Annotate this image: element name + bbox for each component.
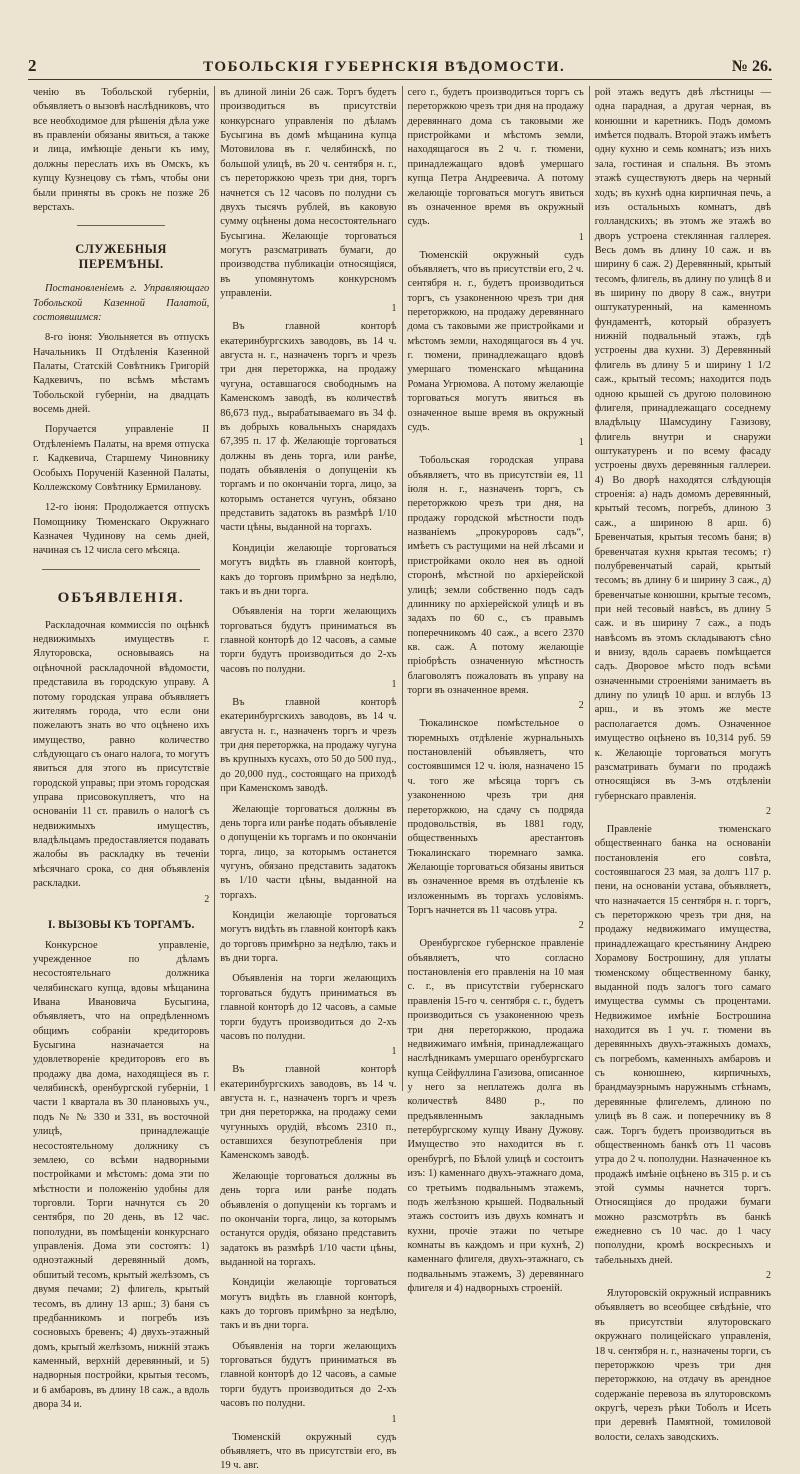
col1-paragraph: 8-го іюня: Увольняется въ отпускъ Начальникъ II Отдѣленія Казенной Палаты, Статскій Совѣтникъ Григорій Кадкевичъ, по всѣмъ мѣстамъ Тобольской губерніи, на двадцать восемь дней.: [33, 332, 210, 416]
col2-paragraph: Объявленія на торги желающихъ торговаться будутъ приниматься въ главной конторѣ до 12 часовъ, а самые торги будутъ производиться до 2-хъ часовъ по полудни.: [220, 606, 397, 675]
col3-paragraph: сего г., будетъ производиться торгъ съ переторжкою чрезъ три дня на продажу деревяннаго дома съ таковыми же пристройками и мѣстомъ земли, находящагося въ 2 ч. г. тюмени, принадлежащаго вдовѣ умершаго купца Петра Андреевича. А потому желающіе торговаться могутъ явиться въ означенное время въ окружный судъ.: [407, 87, 584, 228]
col1-paragraph: Конкурсное управленіе, учрежденное по дѣламъ несостоятельнаго должника челябинскаго купца, вдовы мѣщанина Ивана Ивановича Бусыгина, объявляетъ, что на опредѣленномъ общимъ собраніи кредиторовъ Бусыгина назначается на удовлетвореніе кредиторовъ его въ продажу два дома, находящіеся въ г. челябинскѣ, оренбургской губерніи, 1 части 1 квартала въ 30 плановыхъ уч., подъ № № 330 и 331, въ восточной улицѣ, принадлежащіе несостоятельному должнику съ землею, со всѣми надворными постройками и мѣстомъ: дома эти по мѣстности и положенію удобны для торговли. Торги начнутся съ 20 сентября, по 20 день, въ 12 час. пополудни, въ помѣщеніи конкурснаго управленія. Дома эти состоятъ: 1) одноэтажный деревянный домъ, обшитый тесомъ, крытый желѣзомъ, съ двумя печами; 2) флигель, крытый тесомъ, въ длину 13 арш.; 3) баня съ предбанникомъ и погребъ изъ сосновыхъ бревенъ; 4) двухъ-этажный домъ, крытый желѣзомъ, нижній этажъ каменный, верхній деревянный, и 5) надворныя постройки, крытыя тесомъ, и 6 амбаровъ, въ длину 18 саж., а вдоль двора 34 и.: [33, 939, 210, 1411]
col2-paragraph: Желающіе торговаться должны въ день торга или ранѣе подать объявленія о допущеніи къ торгамъ и по окончаніи торга, лицо, за которымъ останутся орудія, обязано представить задатокъ въ размѣрѣ 1/10 части цѣны, выданной на торгахъ.: [220, 1170, 397, 1268]
notice-number: 1: [391, 303, 397, 315]
col2-paragraph: Кондиціи желающіе торговаться могутъ видѣть въ главной конторѣ, какъ до торговъ примѣрно за недѣлю, такъ и въ дни торга.: [220, 542, 397, 597]
column-2: [214, 86, 401, 1472]
notice-number: 1: [391, 679, 397, 691]
col3-paragraph: Оренбургское губернское правленіе объявляетъ, что согласно постановленія его правленія на 10 мая с. г., въ присутствіи губернскаго правленія 15-го ч. сентября с. г., будетъ производиться съ узаконенною чрезъ три дня переторжкою, продажа недвижимаго имѣнія, принадлежащаго наслѣдникамъ умершаго оренбургскаго купца Сейфуллина Газизова, описанное у него за неплатежъ долга въ количествѣ 8480 р., по предъявленнымъ закладнымъ петербургскому купцу Ивану Дужову. Имущество это находится въ г. оренбургѣ, по Бѣлой улицѣ и состоитъ изъ: 1) каменнаго двухъ-этажнаго дома, со третьимъ подвальнымъ этажемъ, подъ желѣзною крышей. Подвальный этажъ состоитъ изъ двухъ комнатъ и кухни, прочіе этажи по четыре комнаты въ каждомъ и при кухнѣ, 2) каменнаго флигеля, двухъ-этажнаго, съ подвальнымъ этажемъ, 3) деревяннаго флигеля и 4) надворныхъ строеній.: [407, 938, 584, 1295]
page-header: [28, 54, 772, 80]
col3-paragraph: Тюменскій окружный судъ объявляетъ, что въ присутствіи его, 2 ч. сентября н. г., будетъ производиться торгъ, съ узаконенною чрезъ три дня переторжкою, на продажу деревяннаго дома съ таковыми же пристройками и мѣстомъ земли, находящагося въ 4 уч. г. тюмени, принадлежащаго вдовѣ умершаго тюменскаго мѣщанина Романа Угрюмова. А потому желающіе торговаться могутъ явиться въ означенное выше время въ окружный судъ.: [407, 249, 584, 433]
issue-number: № 26.: [731, 58, 772, 75]
col2-paragraph: Желающіе торговаться должны въ день торга или ранѣе подать объявленіе о допущеніи къ торгамъ и по окончаніи торга, лицо, за которымъ останется чугунъ, обязано представить задатокъ въ 1/10 части цѣны, выданной на торгахъ.: [220, 803, 397, 901]
col1-paragraph: Постановленіемъ г. Управляющаго Тобольской Казенной Палатой, состоявшимся:: [33, 283, 210, 323]
notice-number: 2: [766, 805, 771, 817]
col4-paragraph: Ялуторовскій окружный исправникъ объявляетъ во всеобщее свѣдѣніе, что въ присутствіи ялуторовскаго окружнаго полицейскаго управленія, 18 ч. сентября н. г., назначены торги, съ переторжкою чрезъ три дня переторжкою, на отдачу въ арендное содержаніе перевоза въ ялуторовскомъ округѣ, черезъ рѣки Тоболъ и Исеть при деревнѣ Памятной, томиловой волости, селахъ заводскихъ.: [594, 1288, 771, 1443]
notice-number: 2: [578, 920, 584, 932]
section-title-auctions: I. ВЫЗОВЫ КЪ ТОРГАМЪ.: [47, 918, 195, 931]
section-title-announcements: ОБЪЯВЛЕНІЯ.: [57, 589, 185, 606]
section-title-service-changes: СЛУЖЕБНЫЯ ПЕРЕМѢНЫ.: [75, 242, 167, 272]
col2-paragraph: Тюменскій окружный судъ объявляетъ, что въ присутствіи его, въ 19 ч. авг.: [220, 1431, 397, 1472]
columns: [28, 86, 776, 1472]
page-number: 2: [28, 56, 37, 75]
col1-paragraph: Поручается управленіе II Отдѣленіемъ Палаты, на время отпуска г. Кадкевича, Старшему Чиновнику Особыхъ Порученій Казенной Палаты, Коллежскому Совѣтнику Ермиланову.: [33, 424, 210, 493]
col4-paragraph: рой этажъ ведутъ двѣ лѣстницы — одна парадная, а другая черная, въ конюшни и каретникъ. Подъ домомъ имѣется подвалъ. Второй этажъ имѣетъ одну кухню и семь комнатъ; изъ нихъ зала, гостиная и спальня. Въ этомъ этажѣ существуютъ дверь на черный ходъ; въ кухнѣ одна кирпичная печь, а изъ остальныхъ комнатъ, двѣ голландскихъ; въ этомъ же этажѣ во дворъ устроена стеклянная галлерея. Весь домъ въ длину 10 саж. и въ ширину 6 саж. 2) Деревянный, крытый тесомъ, флигель, въ длину по улицѣ 8 и въ ширину по двору 8 саж., внутри оштукатуренный, на каменномъ фундаментѣ, который образуетъ нижній подвальный этажъ, гдѣ устроены два кухни. 3) Деревянный флигель въ длину 5 и ширину 1 1/2 саж., крытый тесомъ; находится подъ одною крышей съ другою половиною флигеля, принадлежащаго соседнему владѣльцу Шамсудину Газизову, флигель внутри и снаружи оштукатуренъ и по всему фасаду устроены двухъ деревянныя галлереи. 4) Во дворѣ находятся слѣдующія строенія: а) надъ домомъ деревянный, крытый тесомъ, погребъ, длиною 3 саж., а шириною 8 арш. б) Бревенчатыя, крытыя тесомъ баня; в) бревенчатая кухня крытая тесомъ; г) полубревенчатый сарай, крытый тесомъ; въ длину 6 и ширину 3 саж., д) бревенчатые конюшни, крытые тесомъ, при ней тесовый навѣсъ, въ длину 5 саж. и въ ширину 7 саж., а подъ навѣсомъ въ этомъ складываютъ сѣно и внизу, вдоль сараевъ помѣщается садъ. Дворовое мѣсто подъ всѣми означенными строеніями занимаетъ въ длину по улицѣ 10 арш. и вглубь 13 арш., и въ этомъ же месте располагается домъ. Означенное имущество оцѣнено въ 10,314 руб. 59 к. Желающіе торговаться могутъ разсматривать бумаги по продажѣ относящіяся въ 3-мъ отдѣленіи губернскаго правленія.: [594, 87, 771, 802]
notice-number: 2: [578, 700, 584, 712]
notice-number: 1: [578, 437, 584, 449]
col2-paragraph: въ длиной линіи 26 саж. Торгъ будетъ производиться въ присутствіи конкурснаго управленія по дѣламъ Бусыгина въ домѣ мѣщанина купца Мотовилова въ г. челябинскѣ, по большой улицѣ, въ 20 ч. сентября н. г., съ переторжкою чрезъ три дня, торгъ начнется съ 12 часовъ по полудни съ двухъ тысячъ рублей, въ каковую сумму оцѣнены дома несостоятельнаго Бусыгина. Желающіе торговаться могутъ разсматривать бумаги, до производства публикаціи относящіяся, въ упомянутомъ конкурсномъ управленіи.: [220, 87, 397, 300]
column-1: [28, 86, 214, 1411]
col2-paragraph: Объявленія на торги желающихъ торговаться будутъ приниматься въ главной конторѣ до 12 часовъ, а самые торги будутъ производиться до 2-хъ часовъ по полудни.: [220, 973, 397, 1042]
newspaper-title: ТОБОЛЬСКІЯ ГУБЕРНСКІЯ ВѢДОМОСТИ.: [203, 59, 566, 75]
notice-number: 1: [391, 1046, 397, 1058]
column-4: [589, 86, 776, 1443]
column-3: [402, 86, 589, 1295]
col2-paragraph: Въ главной конторѣ екатеринбургскихъ заводовъ, въ 14 ч. августа н. г., назначенъ торгъ и чрезъ три дня переторжка, на продажу чугуна, оставшагося свободнымъ на Каменскомъ заводѣ, въ количествѣ 86,673 пуд., вырабатываемаго въ 34 ф. въ добрыхъ ковальныхъ снарядахъ 67,395 п. 17 ф. Желающіе торговаться должны въ день торга, или ранѣе, подать объявленія о допущеніи къ торгамъ и по окончаніи торга, лицо, за которымъ останется чугунъ, обязано представить задатокъ въ размѣрѣ 1/10 части цѣны, выданной на торгахъ.: [220, 321, 397, 534]
col2-paragraph: Въ главной конторѣ екатеринбургскихъ заводовъ, въ 14 ч. августа н. г., назначенъ торгъ и чрезъ три дня переторжка, на продажу семи чугунныхъ орудій, вѣсомъ 2310 п., оставшихся безупотребленія при Каменскомъ заводѣ.: [220, 1064, 397, 1162]
col2-paragraph: Кондиціи желающіе торговаться могутъ видѣть въ главной конторѣ какъ до торговъ примѣрно за недѣлю, такъ и въ дни торга.: [220, 910, 397, 965]
col4-paragraph: Правленіе тюменскаго общественнаго банка на основаніи постановленія его совѣта, состоявшагося 23 мая, за долгъ 117 р. пени, на основаніи устава, объявляетъ, что назначается 15 сентября н. г. торгъ, съ переторжкою чрезъ три дня, на продажу недвижимаго имущества, принадлежащаго крестьянину Андрею Хорамову Бострошину, для уплаты тюменскому общественному банку, выданной подъ залогъ того самаго имущества суммы съ процентами. Недвижимое имѣніе Бострошина находится въ 1 уч. г. тюмени въ деревянныхъ двухъ-этажныхъ домахъ, съ погребомъ, каменныхъ амбаровъ и съ конюшнею, кирпичныхъ, брандмауэрнымъ наружнымъ стѣнамъ, деревянные флигелемъ, длиною по улицѣ въ 8 саж. и поперечнику въ 8 саж. Торгъ будетъ производиться въ общественномъ банкѣ отъ 11 часовъ утра до 2 ч. пополудни. Назначенное къ продажѣ имѣніе оцѣнено въ 315 р. и съ этой суммы начнется торгъ. Относящіяся до продажи бумаги можно разсмотрѣть въ банкѣ ежедневно съ 10 час. до 1 часу пополудни, кромѣ воскресныхъ и табельныхъ дней.: [594, 823, 771, 1266]
notice-number: 1: [578, 231, 584, 243]
col2-paragraph: Въ главной конторѣ екатеринбургскихъ заводовъ, въ 14 ч. августа н. г., назначенъ торгъ и чрезъ три дня переторжка, на продажу чугуна въ крупныхъ кусахъ, ото 50 до 500 пуд., до 20,000 пуд., состоящаго на приходѣ при Каменскомъ заводѣ.: [220, 697, 397, 795]
col3-paragraph: Тобольская городская управа объявляетъ, что въ присутствіи ея, 11 іюля н. г., назначенъ торгъ, съ переторжкою чрезъ три дня, на продажу городской мѣстности подъ названіемъ „прокуроровъ садъ“, имѣетъ съ растущими на ней лѣсами и пристройками около нея въ одной сторонѣ, мѣстной по архіерейской улицѣ; земли собственно подъ садъ длиннику по архіерейской улицѣ и въ задахъ по 60 с., съ правымъ поперечникомъ 40 саж., а всего 2370 кв. саж. А потому желающіе пріобрѣсть означенную мѣстность благоволятъ пожаловать въ управу на торги въ означенное время.: [407, 455, 584, 697]
col1-paragraph: ченію въ Тобольской губерніи, объявляетъ о вызовѣ наслѣдниковъ, что все необходимое для рѣшенія дѣла уже въ правленіи обязаны явиться, а также и лица, имѣющіе деньги къ иму, должны переслать ихъ въ Омскъ, къ купцу Кузнецову съ тѣмъ, чтобы они были приняты въ срокъ не позже 26 верстахъ.: [33, 87, 210, 213]
col3-paragraph: Тюкалинское помѣстельное о тюремныхъ отдѣленіе журнальныхъ постановленій объявляетъ, что состоявшимся 12 ч. іюля, назначено 15 ч. того же мѣсяца торгъ съ узаконенною чрезъ три дня переторжкою, на сдачу съ подряда продовольствія, въ 1881 году, общественныхъ арестантовъ Тюкалинскаго тюремнаго замка. Желающіе торговаться обязаны явиться въ означенное время въ отдѣленіе къ изложеннымъ въ торгахъ условіямъ. Торгъ начнется въ 11 часовъ утра.: [407, 718, 584, 917]
notice-number: 1: [391, 1413, 397, 1425]
notice-number: 2: [204, 893, 210, 905]
col2-paragraph: Объявленія на торги желающихъ торговаться будутъ приниматься въ главной конторѣ до 12 часовъ, а самые торги будутъ производиться до 2-хъ часовъ по полудни.: [220, 1340, 397, 1410]
col1-paragraph: 12-го іюня: Продолжается отпускъ Помощнику Тюменскаго Окружнаго Казначея Чудинову на семь дней, начиная съ 12 числа сего мѣсяца.: [33, 502, 210, 557]
divider: [77, 225, 165, 226]
notice-number: 2: [766, 1270, 771, 1282]
col2-paragraph: Кондиціи желающіе торговаться могутъ видѣть въ главной конторѣ, какъ до торговъ примѣрно за недѣлю, такъ и въ дни торга.: [220, 1277, 397, 1332]
divider: [42, 569, 201, 570]
col1-paragraph: Раскладочная коммиссія по оцѣнкѣ недвижимыхъ имуществъ г. Ялуторовска, основываясь на оцѣночной раскладочной вѣдомости, представила въ городскую управу. А потому городская управа объявляетъ жителямъ города, что если они пожелаютъ знать во что оцѣнено ихъ имущество, равно количество слѣдующаго съ онаго налога, то могутъ явиться для этого въ присутствіе городской управы; при этомъ городская управа присовокупляетъ, что на основаніи 11 ст. правилъ о налогѣ съ недвижимыхъ имуществъ, владѣльцамъ предоставляется подавать жалобы въ раскладку въ теченіи мѣсячнаго срока, со дня объявленія раскладки.: [33, 619, 210, 890]
